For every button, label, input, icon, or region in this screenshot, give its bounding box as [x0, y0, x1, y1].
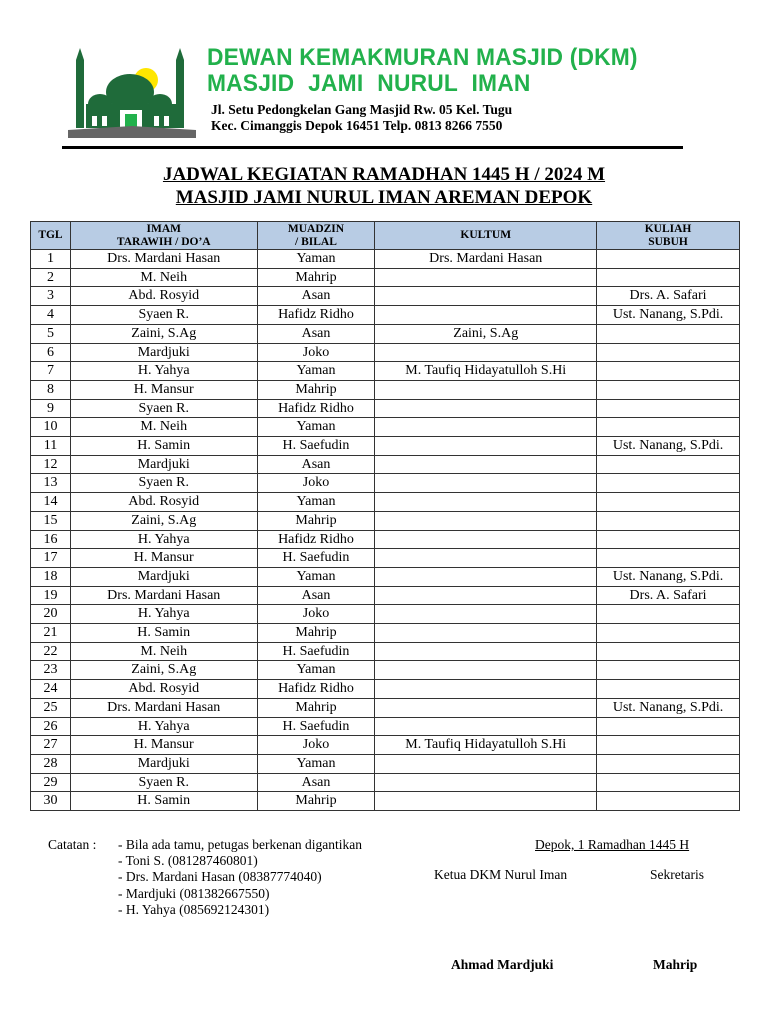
- table-row: [31, 698, 740, 717]
- table-cell: [375, 586, 597, 605]
- table-row: [31, 661, 740, 680]
- table-cell: [375, 642, 597, 661]
- table-cell: 13: [31, 474, 71, 493]
- table-cell: Asan: [257, 287, 375, 306]
- table-cell: 11: [31, 437, 71, 456]
- table-cell: [597, 717, 740, 736]
- table-cell: [597, 549, 740, 568]
- column-header: [257, 222, 375, 250]
- table-cell: Mardjuki: [70, 343, 257, 362]
- table-cell: 9: [31, 399, 71, 418]
- table-cell: H. Mansur: [70, 736, 257, 755]
- table-row: [31, 455, 740, 474]
- table-row: [31, 324, 740, 343]
- table-cell: Mahrip: [257, 511, 375, 530]
- table-cell: Mahrip: [257, 380, 375, 399]
- table-cell: [375, 343, 597, 362]
- table-cell: Mardjuki: [70, 455, 257, 474]
- table-cell: 17: [31, 549, 71, 568]
- table-cell: [597, 343, 740, 362]
- table-cell: [597, 399, 740, 418]
- table-cell: Hafidz Ridho: [257, 399, 375, 418]
- table-cell: 20: [31, 605, 71, 624]
- table-cell: 22: [31, 642, 71, 661]
- note-item: - Mardjuki (081382667550): [118, 885, 270, 901]
- table-cell: H. Saefudin: [257, 549, 375, 568]
- table-cell: [597, 493, 740, 512]
- table-cell: Zaini, S.Ag: [70, 324, 257, 343]
- table-cell: H. Yahya: [70, 362, 257, 381]
- note-item: - Toni S. (081287460801): [118, 853, 258, 869]
- table-row: [31, 287, 740, 306]
- table-cell: Hafidz Ridho: [257, 306, 375, 325]
- table-row: [31, 754, 740, 773]
- column-header-text: TGL: [38, 229, 63, 242]
- table-cell: Mardjuki: [70, 754, 257, 773]
- table-cell: 24: [31, 680, 71, 699]
- table-cell: Syaen R.: [70, 399, 257, 418]
- table-cell: [375, 511, 597, 530]
- table-cell: 29: [31, 773, 71, 792]
- table-row: [31, 773, 740, 792]
- table-cell: M. Neih: [70, 268, 257, 287]
- table-cell: 19: [31, 586, 71, 605]
- table-row: [31, 493, 740, 512]
- document-subtitle: MASJID JAMI NURUL IMAN AREMAN DEPOK: [175, 187, 593, 208]
- table-cell: [375, 493, 597, 512]
- column-header-text: MUADZIN: [287, 223, 345, 235]
- table-cell: [597, 511, 740, 530]
- table-cell: 3: [31, 287, 71, 306]
- table-cell: [597, 530, 740, 549]
- table-cell: Zaini, S.Ag: [375, 324, 597, 343]
- table-row: [31, 437, 740, 456]
- table-cell: [375, 754, 597, 773]
- table-cell: 4: [31, 306, 71, 325]
- mosque-name: MASJID JAMI NURUL IMAN: [207, 70, 531, 97]
- table-cell: Ust. Nanang, S.Pdi.: [597, 698, 740, 717]
- table-row: [31, 399, 740, 418]
- column-header-text: TARAWIH / DO’A: [116, 235, 211, 248]
- table-cell: 8: [31, 380, 71, 399]
- table-cell: [375, 474, 597, 493]
- table-cell: Mahrip: [257, 268, 375, 287]
- table-cell: [597, 661, 740, 680]
- table-row: [31, 736, 740, 755]
- table-cell: [375, 530, 597, 549]
- table-cell: [375, 605, 597, 624]
- table-cell: Joko: [257, 474, 375, 493]
- table-row: [31, 418, 740, 437]
- table-cell: Abd. Rosyid: [70, 287, 257, 306]
- table-cell: [375, 773, 597, 792]
- table-row: [31, 380, 740, 399]
- table-cell: Drs. Mardani Hasan: [70, 586, 257, 605]
- note-item: - Drs. Mardani Hasan (08387774040): [118, 869, 322, 885]
- table-cell: Ust. Nanang, S.Pdi.: [597, 437, 740, 456]
- table-cell: [375, 680, 597, 699]
- table-row: [31, 362, 740, 381]
- table-row: [31, 624, 740, 643]
- table-cell: 10: [31, 418, 71, 437]
- notes: [48, 837, 362, 918]
- column-header-text: IMAM: [146, 223, 181, 235]
- table-cell: Joko: [257, 736, 375, 755]
- document-title: JADWAL KEGIATAN RAMADHAN 1445 H / 2024 M: [162, 164, 606, 185]
- table-cell: 21: [31, 624, 71, 643]
- table-cell: Yaman: [257, 493, 375, 512]
- table-cell: 18: [31, 567, 71, 586]
- table-cell: H. Yahya: [70, 530, 257, 549]
- table-cell: 14: [31, 493, 71, 512]
- table-cell: 2: [31, 268, 71, 287]
- table-cell: H. Saefudin: [257, 437, 375, 456]
- name-chairman: Ahmad Mardjuki: [451, 957, 554, 972]
- table-row: [31, 792, 740, 811]
- table-cell: [375, 268, 597, 287]
- table-row: [31, 605, 740, 624]
- header-divider: [62, 146, 683, 149]
- table-cell: M. Neih: [70, 418, 257, 437]
- table-cell: Hafidz Ridho: [257, 680, 375, 699]
- table-cell: Mardjuki: [70, 567, 257, 586]
- table-row: [31, 306, 740, 325]
- table-cell: Zaini, S.Ag: [70, 511, 257, 530]
- table-cell: [375, 287, 597, 306]
- table-row: [31, 717, 740, 736]
- table-cell: Asan: [257, 773, 375, 792]
- table-cell: 16: [31, 530, 71, 549]
- table-cell: H. Saefudin: [257, 642, 375, 661]
- table-row: [31, 268, 740, 287]
- table-cell: 25: [31, 698, 71, 717]
- table-cell: [375, 698, 597, 717]
- table-cell: 7: [31, 362, 71, 381]
- signature-date: Depok, 1 Ramadhan 1445 H: [535, 837, 690, 852]
- table-cell: [597, 380, 740, 399]
- table-cell: [375, 717, 597, 736]
- table-cell: Mahrip: [257, 624, 375, 643]
- table-cell: Mahrip: [257, 698, 375, 717]
- column-header-text: SUBUH: [648, 235, 688, 248]
- table-cell: 5: [31, 324, 71, 343]
- table-cell: [375, 455, 597, 474]
- table-cell: M. Taufiq Hidayatulloh S.Hi: [375, 736, 597, 755]
- table-cell: H. Yahya: [70, 605, 257, 624]
- table-cell: H. Samin: [70, 437, 257, 456]
- table-row: [31, 530, 740, 549]
- org-name: DEWAN KEMAKMURAN MASJID (DKM): [207, 44, 638, 71]
- column-header-text: KULTUM: [460, 229, 512, 242]
- table-cell: H. Mansur: [70, 549, 257, 568]
- table-row: [31, 586, 740, 605]
- mosque-logo: [68, 42, 196, 138]
- table-row: [31, 343, 740, 362]
- note-item: - H. Yahya (085692124301): [118, 901, 270, 917]
- table-cell: [375, 792, 597, 811]
- table-cell: Yaman: [257, 567, 375, 586]
- table-cell: [597, 736, 740, 755]
- table-cell: Syaen R.: [70, 474, 257, 493]
- column-header-text: KULIAH: [644, 223, 692, 235]
- table-cell: Drs. A. Safari: [597, 586, 740, 605]
- table-cell: [375, 624, 597, 643]
- table-cell: 12: [31, 455, 71, 474]
- table-cell: Joko: [257, 605, 375, 624]
- table-cell: Yaman: [257, 250, 375, 269]
- table-cell: [597, 624, 740, 643]
- table-cell: [375, 437, 597, 456]
- table-cell: 30: [31, 792, 71, 811]
- table-cell: Yaman: [257, 418, 375, 437]
- table-cell: [375, 567, 597, 586]
- note-item: - Bila ada tamu, petugas berkenan digantikan: [118, 837, 363, 852]
- table-cell: [375, 380, 597, 399]
- table-cell: H. Samin: [70, 792, 257, 811]
- table-row: [31, 511, 740, 530]
- table-cell: Drs. Mardani Hasan: [70, 250, 257, 269]
- table-cell: 6: [31, 343, 71, 362]
- table-cell: H. Saefudin: [257, 717, 375, 736]
- table-cell: Drs. A. Safari: [597, 287, 740, 306]
- table-cell: Drs. Mardani Hasan: [375, 250, 597, 269]
- address-line-2: Kec. Cimanggis Depok 16451 Telp. 0813 8266 7550: [211, 118, 503, 133]
- table-cell: Ust. Nanang, S.Pdi.: [597, 306, 740, 325]
- table-cell: [597, 754, 740, 773]
- table-cell: Joko: [257, 343, 375, 362]
- table-cell: Mahrip: [257, 792, 375, 811]
- table-cell: Abd. Rosyid: [70, 493, 257, 512]
- notes-label: Catatan :: [48, 837, 97, 852]
- schedule-table: [30, 221, 740, 811]
- table-row: [31, 642, 740, 661]
- table-cell: Syaen R.: [70, 306, 257, 325]
- table-cell: [375, 418, 597, 437]
- table-cell: [597, 268, 740, 287]
- table-cell: H. Samin: [70, 624, 257, 643]
- table-cell: Asan: [257, 324, 375, 343]
- table-cell: [375, 661, 597, 680]
- column-header: [597, 222, 740, 250]
- table-cell: [597, 418, 740, 437]
- table-cell: Yaman: [257, 754, 375, 773]
- table-cell: [597, 250, 740, 269]
- table-cell: Asan: [257, 455, 375, 474]
- role-secretary: Sekretaris: [650, 867, 704, 882]
- table-row: [31, 474, 740, 493]
- table-cell: Yaman: [257, 362, 375, 381]
- table-cell: 28: [31, 754, 71, 773]
- table-cell: Ust. Nanang, S.Pdi.: [597, 567, 740, 586]
- table-cell: [597, 474, 740, 493]
- name-secretary: Mahrip: [653, 957, 698, 972]
- column-header: [31, 222, 71, 250]
- table-cell: [597, 680, 740, 699]
- table-cell: [375, 549, 597, 568]
- table-row: [31, 250, 740, 269]
- table-cell: [597, 455, 740, 474]
- column-header: [70, 222, 257, 250]
- table-cell: [597, 362, 740, 381]
- table-cell: 1: [31, 250, 71, 269]
- table-cell: Yaman: [257, 661, 375, 680]
- table-cell: H. Yahya: [70, 717, 257, 736]
- table-cell: [597, 605, 740, 624]
- table-cell: Zaini, S.Ag: [70, 661, 257, 680]
- table-cell: Drs. Mardani Hasan: [70, 698, 257, 717]
- table-cell: [597, 324, 740, 343]
- table-cell: [597, 773, 740, 792]
- table-cell: [597, 642, 740, 661]
- table-cell: H. Mansur: [70, 380, 257, 399]
- table-row: [31, 567, 740, 586]
- table-cell: Asan: [257, 586, 375, 605]
- column-header: [375, 222, 597, 250]
- table-cell: 26: [31, 717, 71, 736]
- column-header-text: / BILAL: [295, 235, 337, 248]
- table-cell: M. Taufiq Hidayatulloh S.Hi: [375, 362, 597, 381]
- table-cell: Syaen R.: [70, 773, 257, 792]
- table-row: [31, 680, 740, 699]
- table-cell: [597, 792, 740, 811]
- table-cell: 27: [31, 736, 71, 755]
- role-chairman: Ketua DKM Nurul Iman: [434, 867, 568, 882]
- table-cell: 23: [31, 661, 71, 680]
- table-cell: 15: [31, 511, 71, 530]
- table-cell: M. Neih: [70, 642, 257, 661]
- table-cell: [375, 306, 597, 325]
- table-row: [31, 549, 740, 568]
- address-line-1: Jl. Setu Pedongkelan Gang Masjid Rw. 05 Kel. Tugu: [211, 102, 513, 117]
- table-cell: [375, 399, 597, 418]
- table-cell: Abd. Rosyid: [70, 680, 257, 699]
- table-cell: Hafidz Ridho: [257, 530, 375, 549]
